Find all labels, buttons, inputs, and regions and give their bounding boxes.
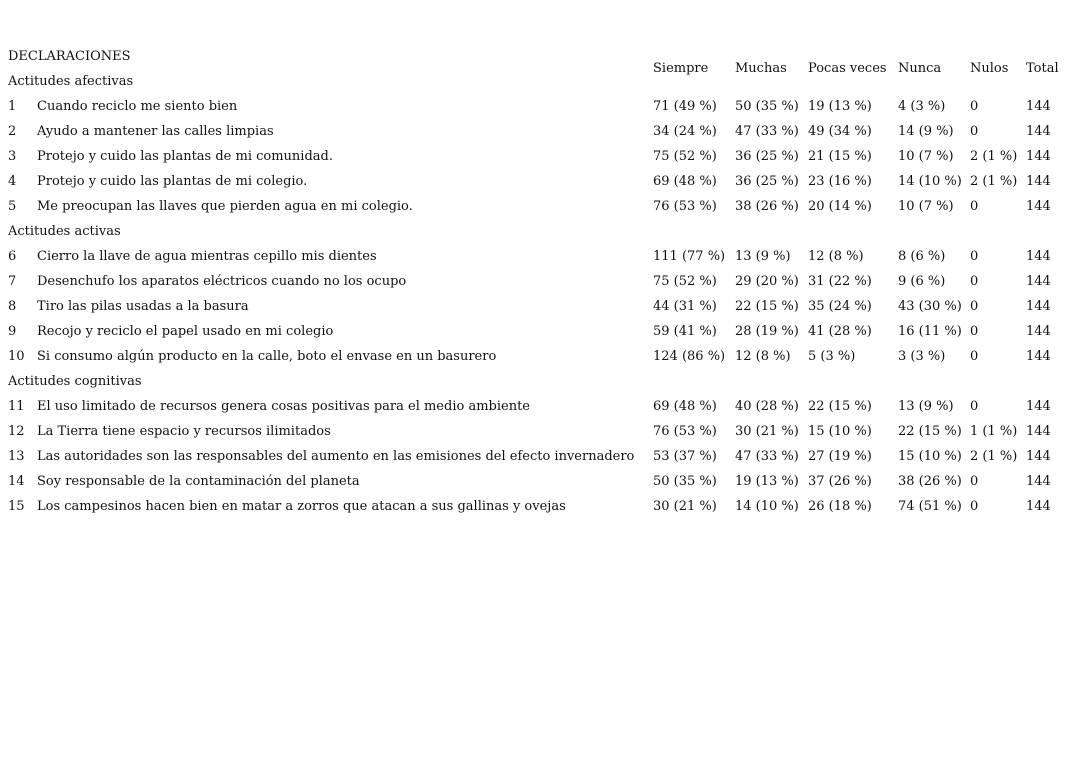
statement-text: Protejo y cuido las plantas de mi colegio. — [37, 174, 308, 189]
row-number: 6 — [8, 249, 17, 264]
statement-text: La Tierra tiene espacio y recursos ilimitados — [37, 424, 331, 439]
cell-total: 144 — [1026, 499, 1051, 514]
cell-total: 144 — [1026, 249, 1051, 264]
cell-total: 144 — [1026, 124, 1051, 139]
table-row — [8, 144, 1068, 169]
row-number: 9 — [8, 324, 17, 339]
section-heading-row — [8, 219, 1068, 244]
cell-nunca: 22 (15 %) — [898, 424, 962, 439]
statement-text: El uso limitado de recursos genera cosas positivas para el medio ambiente — [37, 399, 530, 414]
cell-total: 144 — [1026, 324, 1051, 339]
cell-pocas-veces: 20 (14 %) — [808, 199, 872, 214]
cell-nunca: 14 (9 %) — [898, 124, 954, 139]
cell-total: 144 — [1026, 299, 1051, 314]
row-number: 14 — [8, 474, 25, 489]
cell-total: 144 — [1026, 424, 1051, 439]
cell-total: 144 — [1026, 399, 1051, 414]
cell-nulos: 0 — [970, 274, 979, 289]
cell-pocas-veces: 23 (16 %) — [808, 174, 872, 189]
cell-muchas: 22 (15 %) — [735, 299, 799, 314]
cell-nulos: 0 — [970, 349, 979, 364]
table-row — [8, 494, 1068, 519]
cell-muchas: 30 (21 %) — [735, 424, 799, 439]
cell-nulos: 2 (1 %) — [970, 449, 1018, 464]
table-row — [8, 394, 1068, 419]
cell-muchas: 28 (19 %) — [735, 324, 799, 339]
statement-text: Cierro la llave de agua mientras cepillo mis dientes — [37, 249, 377, 264]
cell-siempre: 69 (48 %) — [653, 174, 717, 189]
cell-nulos: 0 — [970, 124, 979, 139]
table-row — [8, 469, 1068, 494]
section-heading-row — [8, 369, 1068, 394]
cell-siempre: 69 (48 %) — [653, 399, 717, 414]
cell-nunca: 3 (3 %) — [898, 349, 946, 364]
cell-nulos: 0 — [970, 299, 979, 314]
cell-siempre: 124 (86 %) — [653, 349, 726, 364]
statement-text: Ayudo a mantener las calles limpias — [37, 124, 274, 139]
table-header — [8, 44, 1068, 94]
statement-text: Si consumo algún producto en la calle, boto el envase en un basurero — [37, 349, 497, 364]
cell-nunca: 8 (6 %) — [898, 249, 946, 264]
section-heading: Actitudes afectivas — [8, 74, 134, 89]
table-row — [8, 244, 1068, 269]
cell-nunca: 15 (10 %) — [898, 449, 962, 464]
table-title: DECLARACIONES — [8, 49, 131, 64]
cell-total: 144 — [1026, 174, 1051, 189]
cell-siempre: 34 (24 %) — [653, 124, 717, 139]
cell-siempre: 59 (41 %) — [653, 324, 717, 339]
table-row — [8, 269, 1068, 294]
cell-pocas-veces: 19 (13 %) — [808, 99, 872, 114]
column-header-muchas: Muchas — [735, 61, 787, 76]
cell-pocas-veces: 22 (15 %) — [808, 399, 872, 414]
cell-muchas: 14 (10 %) — [735, 499, 799, 514]
cell-siempre: 76 (53 %) — [653, 424, 717, 439]
table-body — [8, 94, 1068, 519]
row-number: 10 — [8, 349, 25, 364]
statement-text: Cuando reciclo me siento bien — [37, 99, 238, 114]
statement-text: Tiro las pilas usadas a la basura — [37, 299, 249, 314]
cell-siempre: 50 (35 %) — [653, 474, 717, 489]
row-number: 15 — [8, 499, 25, 514]
cell-total: 144 — [1026, 449, 1051, 464]
cell-total: 144 — [1026, 99, 1051, 114]
table-row — [8, 119, 1068, 144]
cell-muchas: 40 (28 %) — [735, 399, 799, 414]
declarations-table — [8, 44, 1068, 519]
cell-total: 144 — [1026, 474, 1051, 489]
cell-total: 144 — [1026, 149, 1051, 164]
cell-nulos: 0 — [970, 474, 979, 489]
cell-muchas: 12 (8 %) — [735, 349, 791, 364]
statement-text: Soy responsable de la contaminación del planeta — [37, 474, 360, 489]
table-row — [8, 294, 1068, 319]
cell-total: 144 — [1026, 199, 1051, 214]
cell-muchas: 19 (13 %) — [735, 474, 799, 489]
cell-siempre: 76 (53 %) — [653, 199, 717, 214]
row-number: 11 — [8, 399, 25, 414]
cell-nunca: 74 (51 %) — [898, 499, 962, 514]
cell-siempre: 44 (31 %) — [653, 299, 717, 314]
table-row — [8, 169, 1068, 194]
row-number: 5 — [8, 199, 17, 214]
row-number: 13 — [8, 449, 25, 464]
cell-total: 144 — [1026, 274, 1051, 289]
table-row — [8, 94, 1068, 119]
cell-muchas: 50 (35 %) — [735, 99, 799, 114]
column-header-pocas-veces: Pocas veces — [808, 61, 887, 76]
cell-pocas-veces: 5 (3 %) — [808, 349, 856, 364]
cell-nulos: 1 (1 %) — [970, 424, 1018, 439]
table-row — [8, 444, 1068, 469]
table-row — [8, 319, 1068, 344]
cell-nulos: 0 — [970, 324, 979, 339]
cell-pocas-veces: 49 (34 %) — [808, 124, 872, 139]
cell-pocas-veces: 37 (26 %) — [808, 474, 872, 489]
cell-siempre: 111 (77 %) — [653, 249, 726, 264]
section-heading: Actitudes activas — [8, 224, 121, 239]
table-row — [8, 419, 1068, 444]
cell-siempre: 75 (52 %) — [653, 274, 717, 289]
cell-nulos: 0 — [970, 499, 979, 514]
table-row — [8, 344, 1068, 369]
cell-pocas-veces: 27 (19 %) — [808, 449, 872, 464]
row-number: 3 — [8, 149, 17, 164]
statement-text: Las autoridades son las responsables del aumento en las emisiones del efecto invernadero — [37, 449, 635, 464]
cell-pocas-veces: 21 (15 %) — [808, 149, 872, 164]
cell-pocas-veces: 35 (24 %) — [808, 299, 872, 314]
row-number: 12 — [8, 424, 25, 439]
cell-nulos: 0 — [970, 399, 979, 414]
statement-text: Me preocupan las llaves que pierden agua en mi colegio. — [37, 199, 413, 214]
cell-total: 144 — [1026, 349, 1051, 364]
cell-nulos: 2 (1 %) — [970, 149, 1018, 164]
cell-siempre: 30 (21 %) — [653, 499, 717, 514]
cell-pocas-veces: 31 (22 %) — [808, 274, 872, 289]
cell-nulos: 0 — [970, 99, 979, 114]
cell-muchas: 36 (25 %) — [735, 149, 799, 164]
cell-muchas: 13 (9 %) — [735, 249, 791, 264]
column-header-siempre: Siempre — [653, 61, 709, 76]
cell-pocas-veces: 15 (10 %) — [808, 424, 872, 439]
row-number: 2 — [8, 124, 17, 139]
column-header-total: Total — [1026, 61, 1059, 76]
cell-muchas: 47 (33 %) — [735, 449, 799, 464]
cell-nunca: 4 (3 %) — [898, 99, 946, 114]
cell-nunca: 10 (7 %) — [898, 199, 954, 214]
statement-text: Desenchufo los aparatos eléctricos cuando no los ocupo — [37, 274, 407, 289]
row-number: 7 — [8, 274, 17, 289]
cell-siempre: 71 (49 %) — [653, 99, 717, 114]
statement-text: Protejo y cuido las plantas de mi comunidad. — [37, 149, 333, 164]
cell-pocas-veces: 26 (18 %) — [808, 499, 872, 514]
cell-pocas-veces: 41 (28 %) — [808, 324, 872, 339]
cell-nunca: 13 (9 %) — [898, 399, 954, 414]
statement-text: Los campesinos hacen bien en matar a zorros que atacan a sus gallinas y ovejas — [37, 499, 566, 514]
row-number: 8 — [8, 299, 17, 314]
cell-siempre: 53 (37 %) — [653, 449, 717, 464]
cell-siempre: 75 (52 %) — [653, 149, 717, 164]
statement-text: Recojo y reciclo el papel usado en mi colegio — [37, 324, 334, 339]
cell-muchas: 29 (20 %) — [735, 274, 799, 289]
cell-muchas: 38 (26 %) — [735, 199, 799, 214]
cell-nunca: 16 (11 %) — [898, 324, 962, 339]
column-header-nunca: Nunca — [898, 61, 942, 76]
cell-nulos: 2 (1 %) — [970, 174, 1018, 189]
table-row — [8, 194, 1068, 219]
row-number: 4 — [8, 174, 17, 189]
cell-nunca: 43 (30 %) — [898, 299, 962, 314]
row-number: 1 — [8, 99, 17, 114]
cell-nulos: 0 — [970, 199, 979, 214]
cell-nunca: 10 (7 %) — [898, 149, 954, 164]
cell-nunca: 14 (10 %) — [898, 174, 962, 189]
column-header-nulos: Nulos — [970, 61, 1009, 76]
cell-muchas: 47 (33 %) — [735, 124, 799, 139]
cell-pocas-veces: 12 (8 %) — [808, 249, 864, 264]
cell-nunca: 38 (26 %) — [898, 474, 962, 489]
cell-nunca: 9 (6 %) — [898, 274, 946, 289]
cell-nulos: 0 — [970, 249, 979, 264]
section-heading: Actitudes cognitivas — [8, 374, 142, 389]
cell-muchas: 36 (25 %) — [735, 174, 799, 189]
